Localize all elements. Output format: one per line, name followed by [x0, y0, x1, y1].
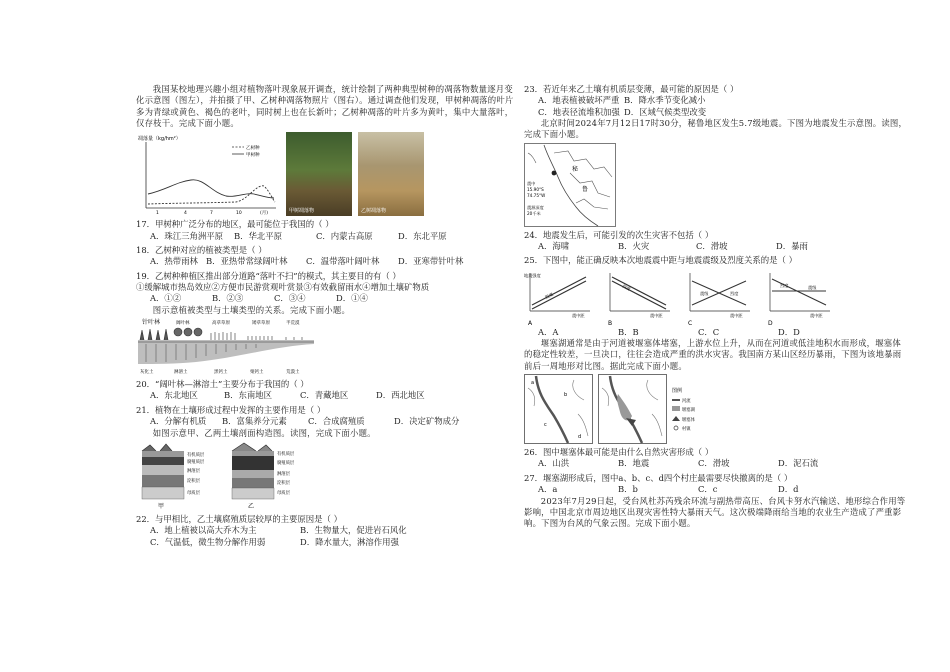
question-21: 21．植物在土壤形成过程中发挥的主要作用是（ ） [136, 404, 326, 415]
q21-option-a[interactable]: A．分解有机质 [150, 416, 207, 427]
q18-option-d[interactable]: D．亚寒带针叶林 [398, 256, 464, 267]
q23-option-a[interactable]: A．地表植被破坏严重 [538, 95, 620, 106]
legend-item-1: 河流 [682, 399, 691, 405]
svg-text:10: 10 [236, 211, 242, 217]
q18-option-a[interactable]: A．热带雨林 [150, 256, 198, 267]
epicenter-marker [552, 170, 557, 175]
question-25: 25．下图中，能正确反映本次地震震中距与地震震级及烈度关系的是（ ） [524, 255, 797, 266]
q24-option-c[interactable]: C．滑坡 [696, 241, 728, 252]
soil-profile-b [232, 443, 295, 510]
barrier-lake-maps [524, 374, 704, 444]
svg-text:7: 7 [210, 211, 213, 217]
q27-option-a[interactable]: A．a [538, 484, 558, 495]
litter-chart [136, 132, 280, 216]
soil-profile-diagram [140, 441, 316, 511]
graph-d-tag-2: 震级 [808, 284, 817, 290]
question-27: 27．堰塞湖形成后，图中a、b、c、d四个村庄最需要尽快撤离的是（ ） [524, 472, 793, 483]
graph-a [524, 272, 590, 327]
soil-b-layer-5: 母质层 [277, 490, 290, 496]
map-after [599, 375, 667, 444]
q22-option-b[interactable]: B．生物量大，促进岩石风化 [300, 525, 407, 536]
q21-options [136, 416, 521, 427]
soil-a-layer-3: 淋溶层 [187, 468, 200, 474]
q19-option-d[interactable]: D．①④ [336, 293, 368, 304]
photo-caption-jia: 甲树凋落物 [289, 207, 315, 214]
map-legend [672, 387, 696, 432]
q20-option-a[interactable]: A．东北地区 [150, 390, 198, 401]
graph-d [768, 273, 830, 327]
q26-option-b[interactable]: B．地震 [618, 458, 650, 469]
q22-option-a[interactable]: A．地上植被以高大乔木为主 [150, 525, 257, 536]
legend-title: 图例 [672, 388, 683, 395]
q22-options [136, 525, 521, 548]
q25-options [524, 327, 909, 338]
veg-label-2: 阔叶林 [176, 321, 190, 327]
veg-label-5: 半荒漠 [286, 321, 300, 327]
right-column [524, 84, 909, 532]
intro-text-1: 我国某校地理兴趣小组对植物落叶现象展开调查，统计绘制了两种典型树种的凋落物数量逐月变化示意图（图左），并拍摄了甲、乙树种凋落物照片（图右）。通过调查他们发现，甲树种凋落的叶片多为青绿或黄色、褐色的老叶，同时树上也在长新叶；乙树种凋落的叶片多为黄叶，集中大量落叶，仅存枝干。完成下面小题。 [136, 84, 514, 129]
q26-option-c[interactable]: C．滑坡 [698, 458, 730, 469]
question-22: 22．与甲相比，乙土壤腐殖质层较厚的主要原因是（ ） [136, 513, 342, 524]
q23-option-b[interactable]: B．降水季节变化减小 [624, 95, 706, 106]
q19-option-c[interactable]: C．③④ [274, 293, 306, 304]
soil-label-2: 淋溶土 [174, 370, 188, 376]
svg-text:1: 1 [156, 211, 159, 217]
photo-jia [286, 132, 352, 216]
intro-text-5: 堰塞湖通常是由于河道被堰塞体堵塞，上游水位上升，从而在河道或低洼地积水而形成，堰塞体的稳定性较差，一旦决口，往往会造成严重的洪水灾害。我国南方某山区经历暴雨，下图为该地暴雨前后一周地形对比图。据此完成下面小题。 [524, 338, 902, 371]
q25-option-b[interactable]: B．B [618, 326, 639, 337]
graph-a-ylabel: 地震强度 [524, 272, 541, 278]
map-place-1: 秘 [572, 165, 579, 173]
veg-label-4: 矮草草原 [252, 321, 270, 327]
q25-option-c[interactable]: C．C [698, 326, 720, 337]
graph-d-tag-1: 烈度 [780, 282, 789, 288]
q18-option-b[interactable]: B．亚热带常绿阔叶林 [206, 256, 288, 267]
map-label-5: 20千米 [527, 210, 541, 216]
figure-litter [136, 132, 521, 216]
map1-point-b: b [564, 392, 568, 399]
q25-option-a[interactable]: A．A [538, 326, 559, 337]
graph-d-xlabel: 震中距 [810, 312, 823, 318]
q18-options [136, 256, 521, 267]
question-17: 17．甲树种广泛分布的地区，最可能位于我国的（ ） [136, 219, 334, 230]
earthquake-map [524, 143, 616, 227]
left-column [136, 84, 521, 548]
q19-option-b[interactable]: B．②③ [212, 293, 244, 304]
q19-statements: ①缓解城市热岛效应②方便市民游赏观叶赏景③有效截留雨水④增加土壤矿物质 [136, 282, 430, 293]
q27-option-d[interactable]: D．d [778, 484, 799, 495]
q21-option-c[interactable]: C．合成腐殖质 [308, 416, 365, 427]
intensity-graphs [524, 269, 894, 327]
q18-option-c[interactable]: C．温带落叶阔叶林 [306, 256, 380, 267]
photo-caption-yi: 乙树凋落物 [361, 207, 387, 214]
q22-option-c[interactable]: C．气温低，微生物分解作用弱 [150, 536, 266, 547]
map-place-2: 鲁 [582, 185, 589, 193]
q20-option-c[interactable]: C．青藏地区 [300, 390, 349, 401]
question-18: 18．乙树种对应的植被类型是（ ） [136, 245, 267, 256]
soil-a-layer-5: 母质层 [187, 490, 200, 496]
q21-option-b[interactable]: B．富集养分元素 [222, 416, 287, 427]
legend-item-2: 堰塞湖 [682, 408, 695, 414]
graph-d-letter: D [768, 319, 773, 327]
intro-text-3: 如图示意甲、乙两土壤剖面构造图。读图，完成下面小题。 [152, 427, 376, 438]
graph-c-xlabel: 震中距 [730, 312, 743, 318]
soil-b-layer-4: 淀积层 [277, 480, 290, 486]
question-24: 24．地震发生后，可能引发的次生灾害不包括（ ） [524, 229, 714, 240]
graph-a-xlabel: 震中距 [572, 312, 585, 318]
veg-label-1: 针叶林 [142, 319, 161, 327]
soil-a-layer-4: 淀积层 [187, 478, 200, 484]
svg-text:4: 4 [184, 211, 187, 217]
question-26: 26．图中堰塞体最可能是由什么自然灾害形成（ ） [524, 447, 714, 458]
map-label-1: 震中 [527, 180, 536, 186]
graph-c-tag-1: 震级 [700, 290, 709, 296]
q20-option-d[interactable]: D．西北地区 [376, 390, 425, 401]
intro-text-2: 图示意植被类型与土壤类型的关系。完成下面小题。 [152, 304, 351, 315]
graph-c [688, 273, 750, 327]
q17-option-a[interactable]: A．珠江三角洲平原 [150, 230, 224, 241]
question-19: 19．乙树种种植区推出部分道路“落叶不扫”的模式，其主要目的有（ ） [136, 270, 401, 281]
graph-b [608, 273, 670, 327]
question-20: 20．“阔叶林—淋溶土”主要分布于我国的（ ） [136, 379, 309, 390]
legend-jia: 甲树种 [246, 153, 260, 159]
q24-option-b[interactable]: B．火灾 [618, 241, 650, 252]
soil-label-5: 荒漠土 [286, 370, 300, 376]
q24-options [524, 241, 909, 252]
q19-option-a[interactable]: A．①② [150, 293, 182, 304]
graph-a-letter: A [528, 319, 533, 327]
q27-option-c[interactable]: C．c [698, 484, 718, 495]
soil-a-layer-1: 有机质层 [187, 452, 205, 458]
soil-b-layer-3: 淋溶层 [277, 471, 290, 477]
q24-option-a[interactable]: A．海啸 [538, 241, 570, 252]
q23-option-c[interactable]: C．地表径流堆积加强 [538, 106, 620, 117]
q25-option-d[interactable]: D．D [778, 326, 800, 337]
map1-point-a: a [531, 380, 535, 387]
q27-option-b[interactable]: B．b [618, 484, 638, 495]
legend-item-4: 村镇 [682, 427, 691, 433]
intro-text-4: 北京时间2024年7月12日17时30分，秘鲁地区发生5.7级地震。下图为地震发生示意图。读图，完成下面小题。 [524, 118, 908, 140]
q17-option-b[interactable]: B．华北平原 [234, 230, 283, 241]
soil-label-4: 栗钙土 [250, 370, 264, 376]
soil-profile-a [142, 444, 205, 510]
q27-options [524, 484, 909, 495]
q17-option-c[interactable]: C．内蒙古高原 [316, 230, 373, 241]
q23-option-d[interactable]: D．区域气候类型改变 [624, 106, 707, 117]
chart-xlabel: (月) [260, 211, 269, 217]
soil-a-label: 甲 [158, 502, 165, 510]
soil-b-layer-1: 有机质层 [277, 451, 295, 457]
q22-option-d[interactable]: D．降水量大，淋溶作用强 [300, 536, 399, 547]
soil-b-label: 乙 [248, 502, 255, 510]
map-label-4: 震源深度 [527, 204, 544, 210]
q19-options [136, 293, 521, 304]
chart-title: 凋落量（kg/hm²） [138, 136, 181, 143]
map1-point-d: d [578, 434, 582, 441]
q23-options [524, 95, 909, 118]
vegetation-soil-diagram [136, 318, 316, 376]
graph-c-letter: C [688, 319, 693, 327]
graph-a-tag: 烈度 [544, 291, 554, 300]
graph-c-tag-2: 烈度 [730, 290, 739, 296]
soil-b-layer-2: 腐殖质层 [277, 460, 295, 466]
graph-b-tag: 烈度 [621, 283, 632, 292]
map-label-3: 74.75°W [527, 192, 546, 198]
q26-options [524, 458, 909, 469]
intro-text-6: 2023年7月29日起，受台风杜苏芮残余环流与副热带高压、台风卡努水汽输送、地形综合作用等影响，中国北京市周边地区出现灾害性特大暴雨天气。这次极端降雨给当地的农业生产造成了严重影响。下图为台风的气象云图。完成下面小题。 [524, 495, 906, 529]
legend-item-3: 堰塞体 [682, 418, 695, 424]
series-jia [148, 180, 274, 198]
q20-option-b[interactable]: B．东南地区 [224, 390, 273, 401]
question-23: 23．若近年来乙土壤有机质层变薄，最可能的原因是（ ） [524, 84, 739, 94]
soil-label-3: 黑钙土 [214, 370, 228, 376]
q26-option-d[interactable]: D．泥石流 [778, 458, 819, 469]
legend-yi: 乙树种 [246, 146, 260, 152]
q21-option-d[interactable]: D．决定矿物成分 [394, 416, 460, 427]
q24-option-d[interactable]: D．暴雨 [776, 241, 808, 252]
veg-label-3: 高草草原 [212, 321, 230, 327]
soil-label-1: 灰化土 [140, 370, 154, 376]
graph-b-xlabel: 震中距 [650, 312, 663, 318]
q26-option-a[interactable]: A．山洪 [538, 458, 570, 469]
q20-options [136, 390, 521, 401]
map1-point-c: c [544, 422, 547, 429]
photo-yi [358, 132, 424, 216]
soil-a-layer-2: 腐殖质层 [187, 459, 205, 465]
graph-b-letter: B [608, 319, 613, 327]
q17-option-d[interactable]: D．东北平原 [398, 230, 447, 241]
q17-options [136, 231, 521, 242]
map-before [525, 375, 593, 444]
map-label-2: 15.90°S [527, 186, 544, 192]
